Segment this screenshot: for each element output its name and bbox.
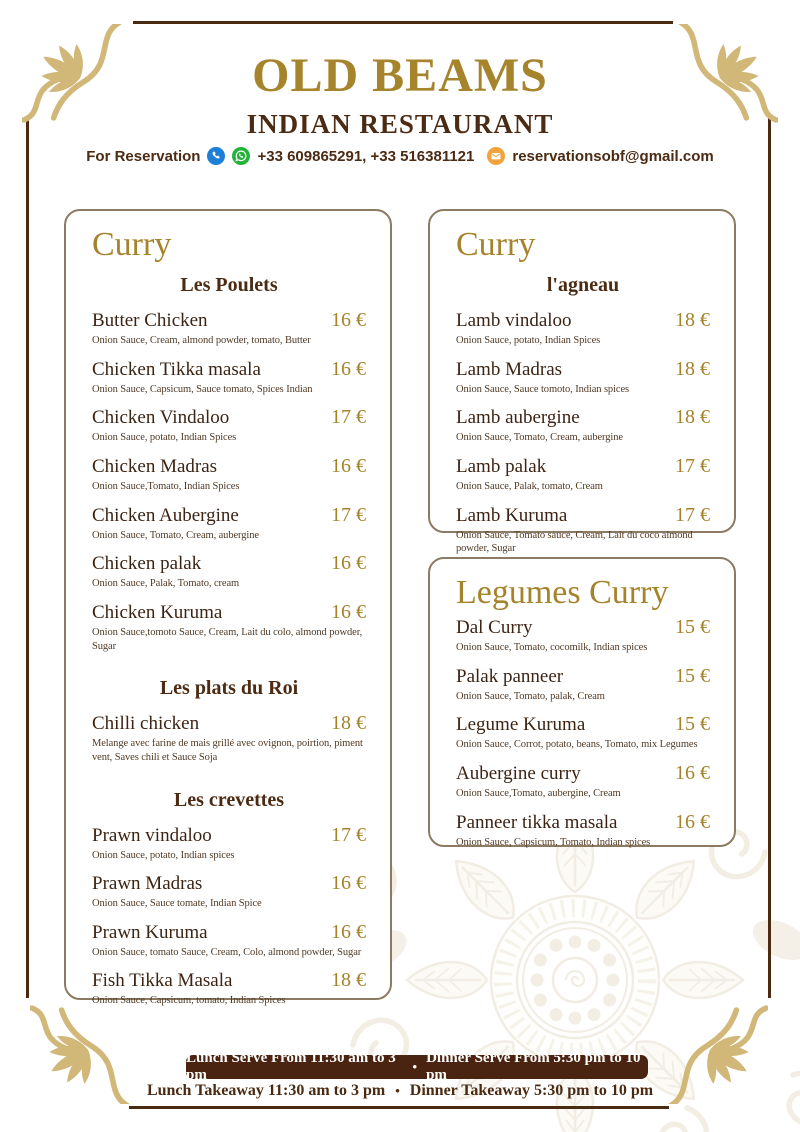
item-row [92, 455, 366, 478]
reservation-label: For Reservation [86, 147, 201, 165]
item-name: Palak panneer [456, 665, 564, 687]
item-price: 17 € [331, 823, 366, 846]
item-name: Chicken palak [92, 553, 202, 575]
item-desc: Onion Sauce, Tomato, palak, Cream [456, 690, 605, 702]
menu-item [456, 811, 710, 850]
menu-item [92, 358, 366, 397]
item-row [92, 872, 366, 895]
reservation-phones: +33 609865291, +33 516381121 [257, 147, 475, 165]
reservation-email: reservationsobf@gmail.com [512, 147, 714, 165]
item-row [92, 309, 366, 332]
item-name: Lamb vindaloo [456, 310, 572, 332]
menu-item [92, 921, 366, 960]
item-row [92, 824, 366, 847]
item-name: Lamb Kuruma [456, 504, 568, 526]
item-price: 16 € [331, 600, 366, 623]
item-name: Dal Curry [456, 617, 533, 639]
section-heading: Les plats du Roi [159, 677, 299, 700]
item-name: Lamb palak [456, 456, 547, 478]
item-price: 15 € [675, 664, 710, 687]
item-name: Prawn Madras [92, 873, 203, 895]
item-name: Chicken Kuruma [92, 601, 223, 623]
item-row [456, 616, 710, 639]
item-name: Panneer tikka masala [456, 811, 618, 833]
menu-item [456, 406, 710, 445]
item-name: Aubergine curry [456, 763, 581, 785]
menu-item [92, 309, 366, 348]
panel-title: Legumes Curry [456, 574, 669, 611]
item-desc: Onion Sauce, Palak, tomato, Cream [456, 481, 603, 493]
menu-item [456, 713, 710, 752]
menu-item [456, 455, 710, 494]
item-name: Legume Kuruma [456, 714, 586, 736]
item-row [92, 712, 366, 735]
phone-icon [207, 147, 225, 165]
menu-item [92, 712, 366, 764]
item-row [92, 601, 366, 624]
menu-section [92, 677, 366, 764]
item-desc: Onion Sauce, Tomato sauce, Cream, Lait du coco almond powder, Sugar [456, 529, 693, 555]
item-desc: Onion Sauce,Tomato, Indian Spices [92, 481, 240, 493]
item-row [456, 455, 710, 478]
item-desc: Onion Sauce, Tomato, cocomilk, Indian spices [456, 642, 648, 654]
item-name: Lamb Madras [456, 358, 563, 380]
menu-item [456, 616, 710, 655]
item-price: 16 € [675, 810, 710, 833]
bullet-separator: • [395, 1083, 400, 1098]
item-name: Fish Tikka Masala [92, 970, 233, 992]
menu-section [456, 616, 710, 849]
item-row [456, 504, 710, 527]
lunch-takeaway-text: Lunch Takeaway 11:30 am to 3 pm [146, 1082, 386, 1099]
lunch-serve-text: Lunch Serve From 11:30 am to 3 pm [186, 1050, 396, 1083]
item-desc: Onion Sauce, Cream, almond powder, tomato, Butter [92, 335, 311, 347]
item-price: 16 € [331, 455, 366, 478]
menu-panel-poultry [64, 209, 392, 1007]
item-desc: Onion Sauce, potato, Indian Spices [92, 432, 237, 444]
menu-item [456, 665, 710, 704]
item-price: 18 € [331, 712, 366, 735]
serve-hours-bar [186, 1050, 648, 1083]
item-row [456, 811, 710, 834]
menu-item [456, 358, 710, 397]
item-desc: Onion Sauce,Tomato, aubergine, Cream [456, 788, 621, 800]
frame-line-top [133, 21, 673, 24]
item-row [92, 552, 366, 575]
item-desc: Onion Sauce, Sauce tomate, Indian Spice [92, 898, 262, 910]
menu-item [92, 504, 366, 543]
item-price: 18 € [331, 969, 366, 992]
item-desc: Onion Sauce, Tomato, Cream, aubergine [456, 432, 623, 444]
item-price: 17 € [331, 406, 366, 429]
reservation-row [0, 147, 800, 165]
whatsapp-icon [232, 147, 250, 165]
item-row [92, 921, 366, 944]
item-price: 18 € [675, 406, 710, 429]
item-row [456, 358, 710, 381]
item-desc: Melange avec farine de mais grillé avec ovignon, poirtion, piment vent, Saves chili et Sauce Soja [92, 738, 363, 763]
menu-item [456, 504, 710, 556]
item-desc: Onion Sauce, potato, Indian spices [92, 849, 235, 861]
item-desc: Onion Sauce, Capsicum, tomato, Indian Spices [92, 995, 286, 1007]
frame-line-bottom [129, 1106, 669, 1109]
item-price: 16 € [331, 309, 366, 332]
menu-item [456, 762, 710, 801]
item-price: 15 € [675, 713, 710, 736]
item-row [456, 406, 710, 429]
menu-section [92, 789, 366, 1009]
item-name: Butter Chicken [92, 310, 208, 332]
item-row [92, 504, 366, 527]
item-row [456, 665, 710, 688]
menu-panel-legumes [428, 557, 736, 847]
item-price: 16 € [331, 920, 366, 943]
item-price: 17 € [675, 503, 710, 526]
item-desc: Onion Sauce, Corrot, potato, beans, Tomato, mix Legumes [456, 739, 698, 751]
item-name: Prawn vindaloo [92, 824, 212, 846]
menu-item [92, 872, 366, 911]
item-desc: Onion Sauce, Sauce tomoto, Indian spices [456, 383, 630, 395]
item-desc: Onion Sauce, potato, Indian Spices [456, 335, 601, 347]
menu-item [92, 455, 366, 494]
menu-item [92, 601, 366, 653]
item-price: 16 € [675, 762, 710, 785]
item-row [92, 969, 366, 992]
item-row [456, 309, 710, 332]
item-name: Lamb aubergine [456, 407, 580, 429]
restaurant-title: OLD BEAMS [252, 49, 548, 102]
item-desc: Onion Sauce, Palak, Tomato, cream [92, 578, 240, 590]
email-icon [487, 147, 505, 165]
frame-line-left [26, 118, 29, 998]
frame-line-right [768, 118, 771, 998]
restaurant-subtitle: INDIAN RESTAURANT [246, 109, 554, 139]
item-name: Chicken Vindaloo [92, 407, 230, 429]
item-price: 17 € [675, 455, 710, 478]
section-heading: Les crevettes [173, 788, 285, 811]
takeaway-hours-line [0, 1082, 800, 1100]
bullet-separator: • [412, 1059, 418, 1074]
item-price: 17 € [331, 503, 366, 526]
item-price: 18 € [675, 309, 710, 332]
menu-section [92, 274, 366, 653]
dinner-takeaway-text: Dinner Takeaway 5:30 pm to 10 pm [409, 1082, 654, 1099]
menu-item [92, 824, 366, 863]
menu-item [456, 309, 710, 348]
panel-title: Curry [456, 226, 536, 263]
item-price: 18 € [675, 357, 710, 380]
item-price: 16 € [331, 872, 366, 895]
item-row [456, 713, 710, 736]
item-desc: Onion Sauce, tomato Sauce, Cream, Colo, almond powder, Sugar [92, 946, 362, 958]
item-row [92, 358, 366, 381]
item-row [92, 406, 366, 429]
menu-item [92, 969, 366, 1008]
menu-item [92, 552, 366, 591]
item-desc: Onion Sauce, Capsicum, Tomato, Indian spices [456, 836, 651, 848]
item-name: Chilli chicken [92, 713, 200, 735]
item-desc: Onion Sauce, Tomato, Cream, aubergine [92, 529, 259, 541]
item-price: 16 € [331, 552, 366, 575]
item-name: Prawn Kuruma [92, 921, 208, 943]
section-heading: l'agneau [546, 274, 620, 297]
dinner-serve-text: Dinner Serve From 5:30 pm to 10 pm [426, 1050, 641, 1083]
menu-panel-lamb [428, 209, 736, 555]
item-name: Chicken Aubergine [92, 504, 239, 526]
menu-section [456, 274, 710, 556]
item-desc: Onion Sauce,tomoto Sauce, Cream, Lait du colo, almond powder, Sugar [92, 626, 363, 652]
menu-item [92, 406, 366, 445]
item-price: 15 € [675, 616, 710, 639]
panel-title: Curry [92, 226, 172, 263]
item-name: Chicken Tikka masala [92, 358, 261, 380]
item-row [456, 762, 710, 785]
item-price: 16 € [331, 357, 366, 380]
item-desc: Onion Sauce, Capsicum, Sauce tomato, Spices Indian [92, 383, 313, 395]
section-heading: Les Poulets [180, 274, 278, 297]
item-name: Chicken Madras [92, 456, 218, 478]
